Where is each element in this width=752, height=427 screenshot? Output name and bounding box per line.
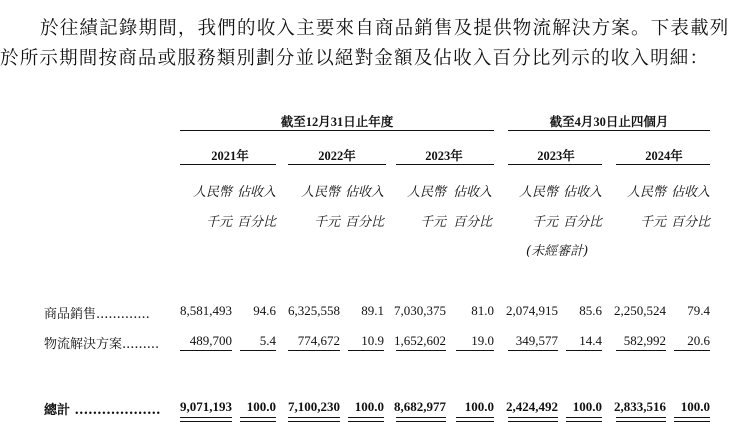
total-double-rule [616,421,666,422]
year-header-2023-four-months: 2023年 [537,149,575,163]
unit-thousands: 千元 [205,215,232,230]
table-cell: 5.4 [259,333,276,348]
total-cell: 2,424,492 [506,399,558,414]
unit-pct-of-revenue: 佔收入 [236,185,276,200]
row-label-goods-sales: 商品銷售............. [44,307,150,322]
table-cell: 8,581,493 [180,303,232,318]
unit-thousands: 千元 [639,215,666,230]
unit-percentage: 百分比 [344,215,384,230]
unaudited-note: (未經審計) [526,244,589,259]
total-double-rule [508,417,558,418]
unit-pct-of-revenue: 佔收入 [452,185,492,200]
subtotal-rule [348,350,384,351]
year-header-2021: 2021年 [211,149,249,163]
table-cell: 85.6 [579,303,602,318]
unit-pct-of-revenue: 佔收入 [344,185,384,200]
table-cell: 774,672 [297,333,340,348]
subtotal-rule [508,350,558,351]
unit-rmb: 人民幣 [300,185,340,200]
unit-pct-of-revenue: 佔收入 [670,185,710,200]
table-cell: 2,074,915 [506,303,558,318]
unit-percentage: 百分比 [236,215,276,230]
table-cell: 349,577 [515,333,558,348]
table-cell: 14.4 [579,333,602,348]
subtotal-rule [180,350,232,351]
total-double-rule [566,421,602,422]
total-double-rule [396,421,446,422]
unit-percentage: 百分比 [452,215,492,230]
group-header-annual-rule [180,130,494,131]
total-cell: 9,071,193 [180,399,232,414]
year-rule [180,164,276,165]
total-double-rule [396,417,446,418]
intro-paragraph [0,14,740,74]
total-double-rule [180,421,232,422]
total-double-rule [240,421,276,422]
total-cell: 8,682,977 [394,399,446,414]
year-rule [616,164,710,165]
subtotal-rule [566,350,602,351]
unit-percentage: 百分比 [670,215,710,230]
total-double-rule [616,417,666,418]
year-rule [288,164,386,165]
total-double-rule [348,417,384,418]
total-double-rule [288,421,340,422]
year-header-2023: 2023年 [425,149,463,163]
total-cell: 100.0 [680,399,710,414]
total-cell: 7,100,230 [288,399,340,414]
total-cell: 2,833,516 [614,399,666,414]
group-header-four-months-rule [508,130,710,131]
intro-line-1: 於往績記錄期間，我們的收入主要來自商品銷售及提供物流解決方案。下表載列 [40,18,730,39]
year-rule [396,164,494,165]
table-cell: 10.9 [361,333,384,348]
table-cell: 19.0 [471,333,494,348]
group-header-annual: 截至12月31日止年度 [280,115,394,129]
group-header-four-months: 截至4月30日止四個月 [549,115,669,129]
subtotal-rule [674,350,710,351]
unit-rmb: 人民幣 [192,185,232,200]
year-header-2022: 2022年 [318,149,356,163]
unit-percentage: 百分比 [562,215,602,230]
table-cell: 582,992 [623,333,666,348]
total-double-rule [348,421,384,422]
total-double-rule [180,417,232,418]
unit-thousands: 千元 [419,215,446,230]
table-cell: 1,652,602 [394,333,446,348]
unit-thousands: 千元 [313,215,340,230]
total-double-rule [566,417,602,418]
table-cell: 89.1 [361,303,384,318]
total-cell: 100.0 [354,399,384,414]
subtotal-rule [240,350,276,351]
table-cell: 79.4 [687,303,710,318]
table-cell: 20.6 [687,333,710,348]
total-cell: 100.0 [464,399,494,414]
total-double-rule [240,417,276,418]
table-cell: 81.0 [471,303,494,318]
table-cell: 7,030,375 [394,303,446,318]
year-rule [508,164,602,165]
total-double-rule [674,421,710,422]
table-cell: 489,700 [189,333,232,348]
row-label-total: 總計 ................... [44,403,161,418]
total-double-rule [456,417,494,418]
table-cell: 94.6 [253,303,276,318]
row-label-logistics: 物流解決方案......... [44,337,160,352]
subtotal-rule [456,350,494,351]
subtotal-rule [288,350,340,351]
subtotal-rule [396,350,446,351]
total-double-rule [456,421,494,422]
table-cell: 6,325,558 [288,303,340,318]
unit-rmb: 人民幣 [406,185,446,200]
total-cell: 100.0 [572,399,602,414]
unit-pct-of-revenue: 佔收入 [562,185,602,200]
intro-line-2: 於所示期間按商品或服務類別劃分並以絕對金額及佔收入百分比列示的收入明細： [0,48,710,69]
table-cell: 2,250,524 [614,303,666,318]
total-double-rule [674,417,710,418]
year-header-2024-four-months: 2024年 [645,149,683,163]
unit-rmb: 人民幣 [626,185,666,200]
total-cell: 100.0 [246,399,276,414]
total-double-rule [508,421,558,422]
unit-thousands: 千元 [531,215,558,230]
unit-rmb: 人民幣 [518,185,558,200]
subtotal-rule [616,350,666,351]
total-double-rule [288,417,340,418]
